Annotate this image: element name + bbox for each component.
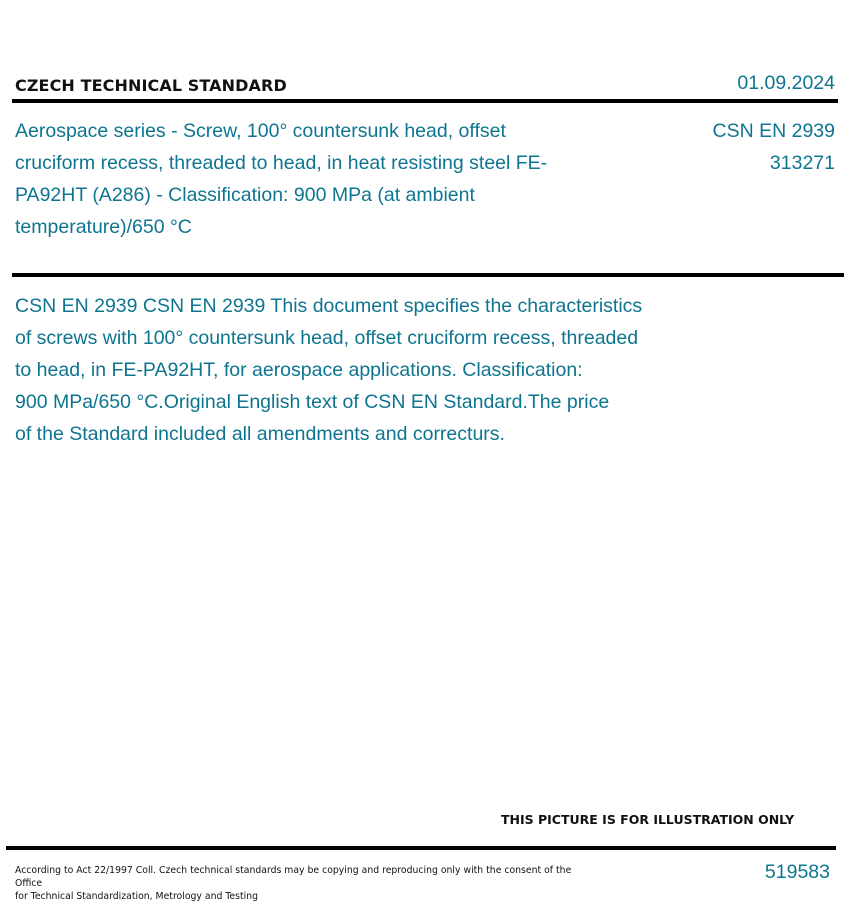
description-text: CSN EN 2939 CSN EN 2939 This document specifies the characteristics of screws with 100° countersunk head, offset cruciform recess, threaded to head, in FE-PA92HT, for aerospace applications. Classification: 900 MPa/650 °C.Original English text of CSN EN Standard.The price of the Standard included all amendments and correcturs. xyxy=(15,295,643,445)
footer-document-number: 519583 xyxy=(764,861,830,883)
header-divider xyxy=(12,99,838,103)
standard-identifiers xyxy=(713,115,835,179)
legal-notice: According to Act 22/1997 Coll. Czech technical standards may be copying and reproducing only with the consent of the Office for Technical Standardization, Metrology and Testing xyxy=(15,865,572,902)
illustration-note: THIS PICTURE IS FOR ILLUSTRATION ONLY xyxy=(501,812,795,827)
document-type-heading: CZECH TECHNICAL STANDARD xyxy=(15,76,287,95)
title-divider xyxy=(12,273,844,277)
standard-code: CSN EN 2939 xyxy=(712,120,835,142)
standard-title: Aerospace series - Screw, 100° countersunk head, offset cruciform recess, threaded to head, in heat resisting steel FE-PA92HT (A286) - Classification: 900 MPa (at ambient temperature)/650 °C xyxy=(15,120,548,238)
catalog-number: 313271 xyxy=(769,152,835,174)
footer-divider xyxy=(6,846,836,850)
description-block xyxy=(15,290,750,450)
publication-date: 01.09.2024 xyxy=(737,72,835,94)
